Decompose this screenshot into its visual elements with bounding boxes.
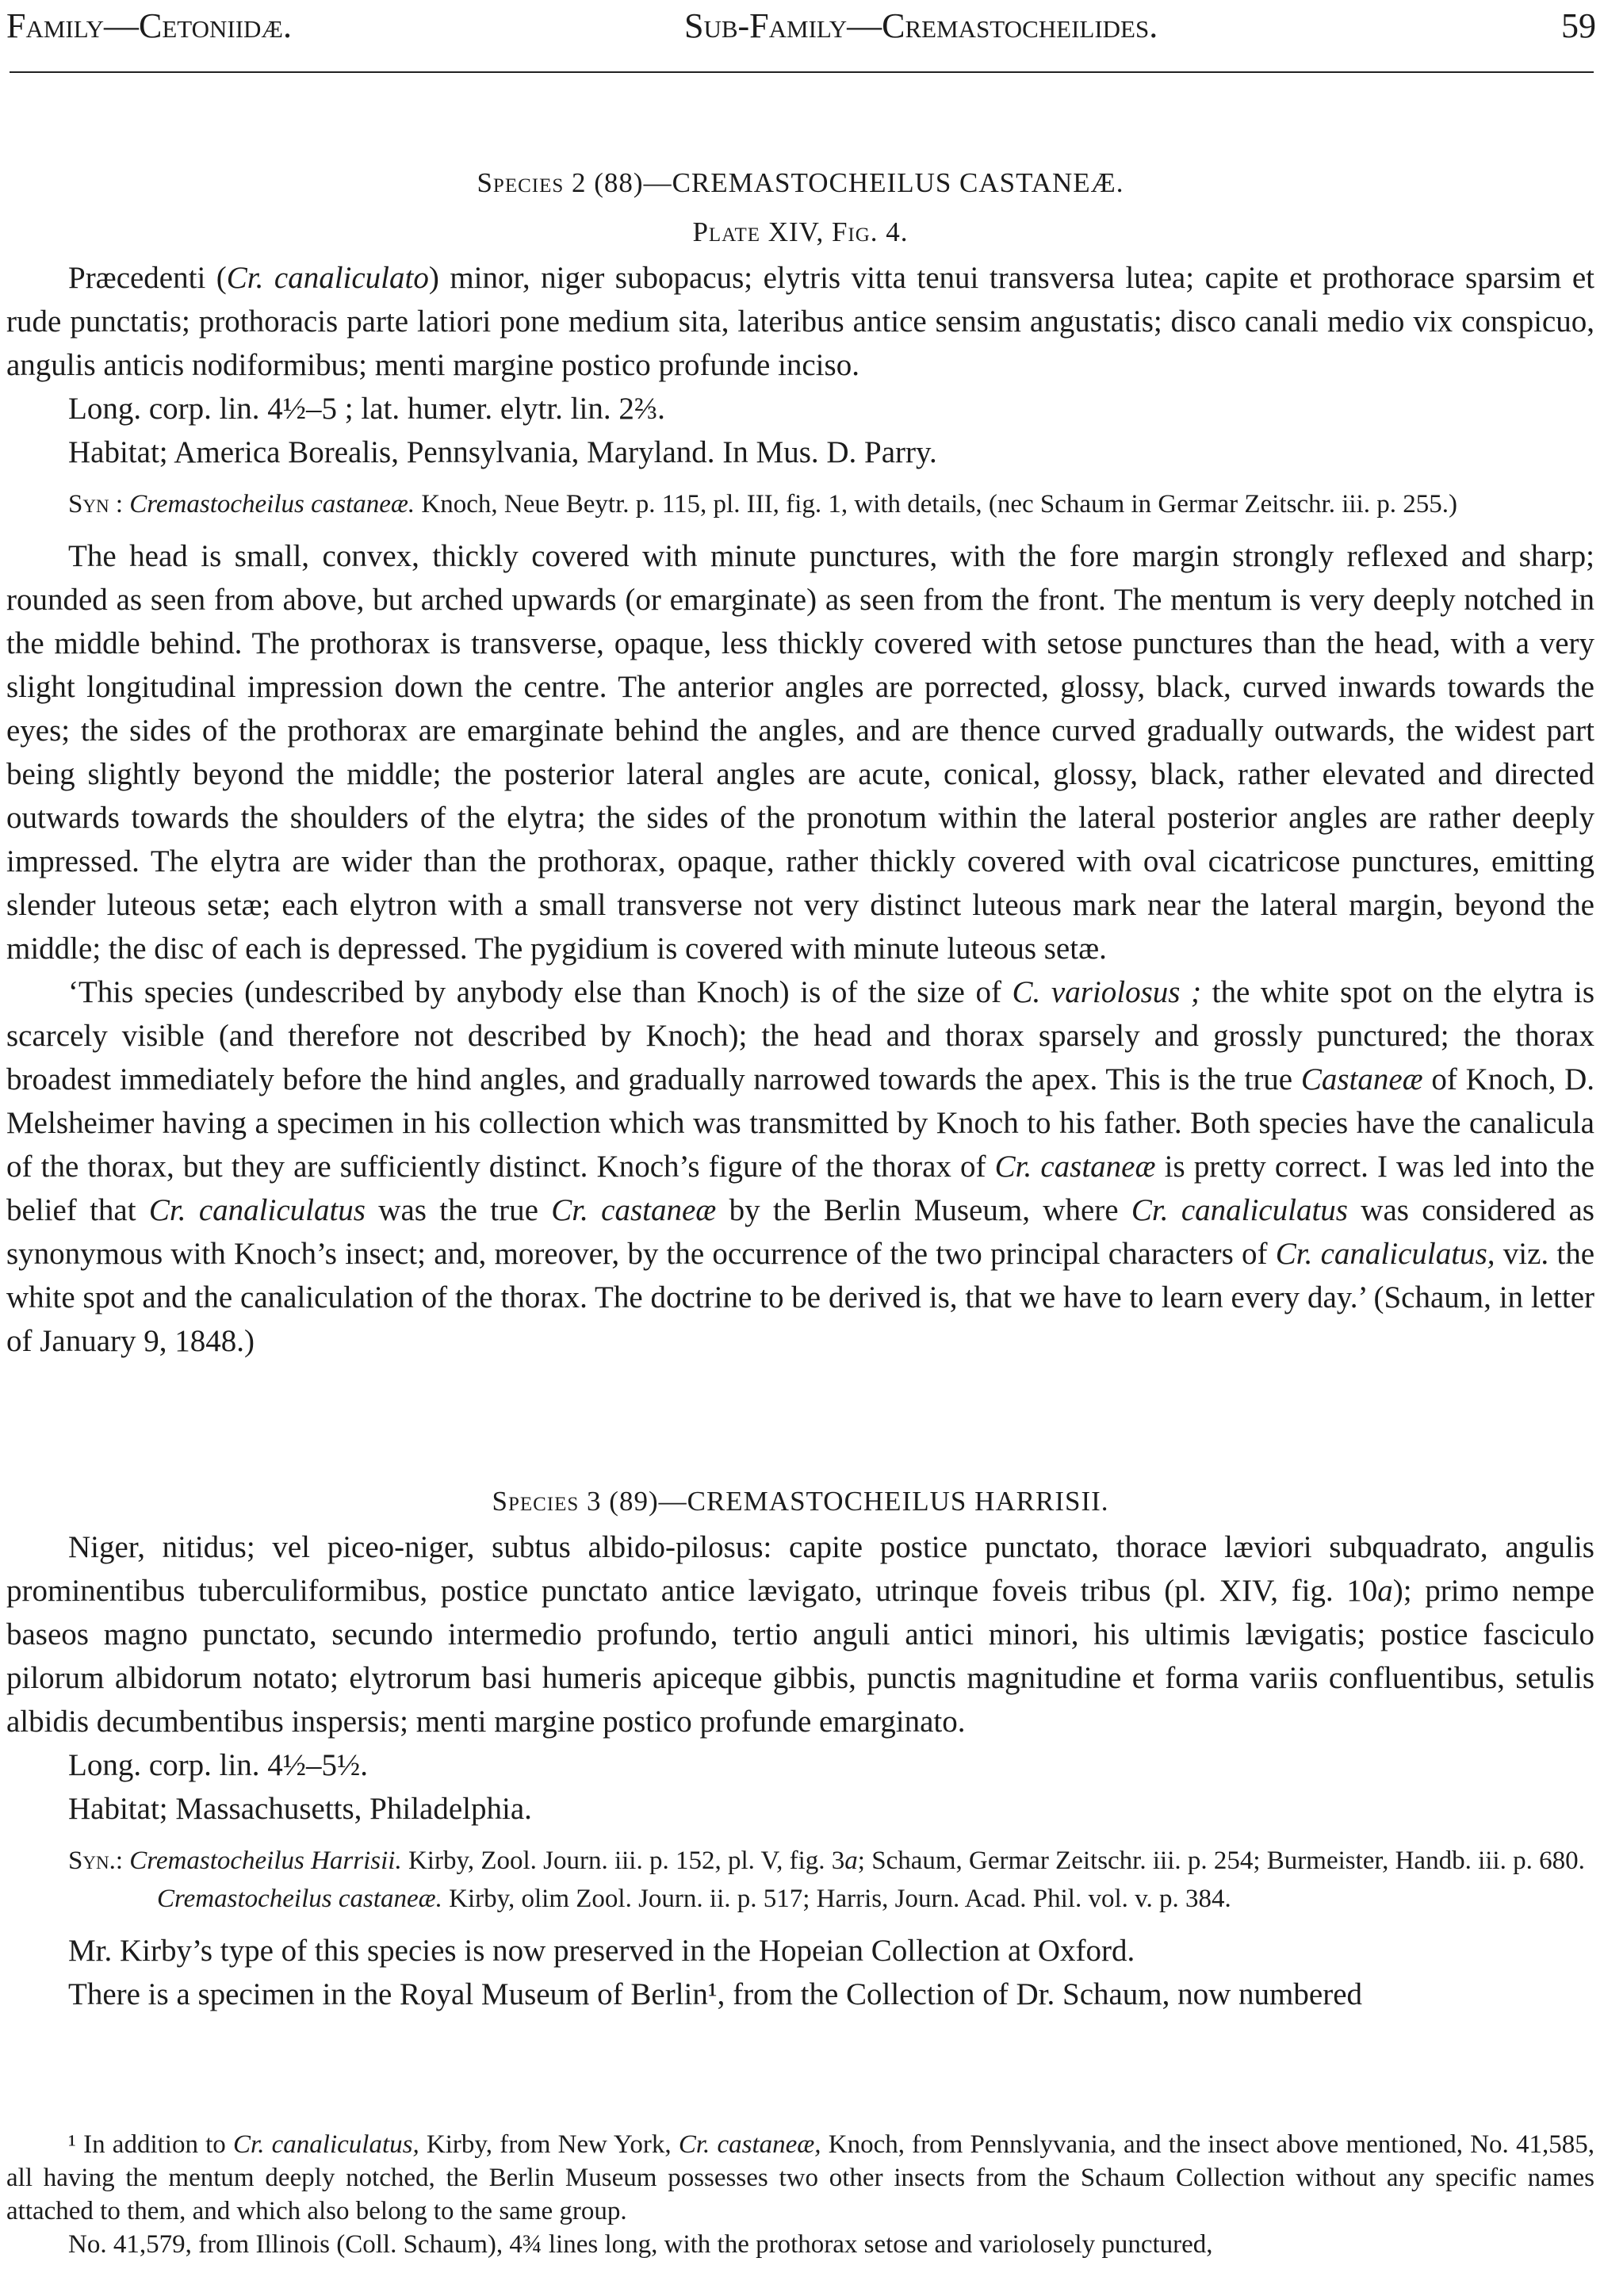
footnote-section: [6, 2128, 1594, 2261]
header-subfamily: Sub-Family—Cremastocheilides.: [684, 6, 1158, 45]
running-head: [6, 3, 1596, 52]
header-rule: [10, 71, 1594, 73]
species3-habitat: Habitat; Massachusetts, Philadelphia.: [68, 1792, 532, 1826]
species2-plate: Plate XIV, Fig. 4.: [692, 216, 909, 247]
page-number: 59: [1561, 6, 1596, 45]
footnote-1-continued: No. 41,579, from Illinois (Coll. Schaum), 4¾ lines long, with the prothorax setose and variolosely punctured,: [68, 2230, 1213, 2259]
footnote-1: ¹ In addition to Cr. canaliculatus, Kirby, from New York, Cr. castaneæ, Knoch, from Pennslyvania, and the insect above mentioned, No. 41,585, all having the mentum deeply notched, the Berlin Museum possesses two other insects from the Schaum Collection without any specific names attached to them, and which also belong to the same group.: [6, 2130, 1594, 2225]
species2-title: Species 2 (88)—CREMASTOCHEILUS CASTANEÆ.: [477, 167, 1124, 198]
species3-length: Long. corp. lin. 4½–5½.: [68, 1748, 369, 1782]
species2-habitat: Habitat; America Borealis, Pennsylvania, Maryland. In Mus. D. Parry.: [68, 435, 937, 469]
species3-type-note: Mr. Kirby’s type of this species is now preserved in the Hopeian Collection at Oxford.: [68, 1934, 1135, 1968]
species3-latin-description: Niger, nitidus; vel piceo-niger, subtus albido-pilosus: capite postice punctato, thorace læviori subquadrato, angulis prominentibus tuberculiformibus, postice punctato antice lævigato, utrinque foveis tribus (pl. XIV, fig. 10a); primo nempe baseos magno punctato, secundo intermedio profundo, tertio anguli antici minori, his ultimis lævigatis; postice fasciculo pilorum albidorum notato; elytrorum basi humeris apiceque gibbis, punctis magnitudine et forma variis confluentibus, setulis albidis decumbentibus inspersis; menti margine postico profunde emarginato.: [6, 1530, 1594, 1739]
species2-latin-description: Præcedenti (Cr. canaliculato) minor, niger subopacus; elytris vitta tenui transversa lutea; capite et prothorace sparsim et rude punctatis; prothoracis parte latiori pone medium sita, lateribus antice sensim angustatis; disco canali medio vix conspicuo, angulis anticis nodiformibus; menti margine postico profunde inciso.: [6, 261, 1594, 382]
species2-schaum-quote: ‘This species (undescribed by anybody else than Knoch) is of the size of C. variolosus ; the white spot on the elytra is scarcely visible (and therefore not described by Knoch); the head and thorax sparsely and grossly punctured; the thorax broadest immediately before the hind angles, and gradually narrowed towards the apex. This is the true Castaneæ of Knoch, D. Melsheimer having a specimen in his collection which was transmitted by Knoch to his father. Both species have the canalicula of the thorax, but they are sufficiently distinct. Knoch’s figure of the thorax of Cr. castaneæ is pretty correct. I was led into the belief that Cr. canaliculatus was the true Cr. castaneæ by the Berlin Museum, where Cr. canaliculatus was considered as synonymous with Knoch’s insect; and, moreover, by the occurrence of the two principal characters of Cr. canaliculatus, viz. the white spot and the canaliculation of the thorax. The doctrine to be derived is, that we have to learn every day.’ (Schaum, in letter of January 9, 1848.): [6, 975, 1595, 1358]
species2-description: The head is small, convex, thickly covered with minute punctures, with the fore margin strongly reflexed and sharp; rounded as seen from above, but arched upwards (or emarginate) as seen from the front. The mentum is very deeply notched in the middle behind. The prothorax is transverse, opaque, less thickly covered with setose punctures than the head, with a very slight longitudinal impression down the centre. The anterior angles are porrected, glossy, black, curved inwards towards the eyes; the sides of the prothorax are emarginate behind the angles, and are thence curved gradually outwards, the widest part being slightly beyond the middle; the posterior lateral angles are acute, conical, glossy, black, rather elevated and directed outwards towards the shoulders of the elytra; the sides of the pronotum within the lateral posterior angles are rather deeply impressed. The elytra are wider than the prothorax, opaque, rather thickly covered with oval cicatricose punctures, emitting slender luteous setæ; each elytron with a small transverse not very distinct luteous mark near the lateral margin, beyond the middle; the disc of each is depressed. The pygidium is covered with minute luteous setæ.: [6, 539, 1594, 966]
species3-section: [6, 1483, 1594, 2016]
species3-title: Species 3 (89)—CREMASTOCHEILUS HARRISII.: [492, 1486, 1109, 1517]
species2-length: Long. corp. lin. 4½–5 ; lat. humer. elytr. lin. 2⅔.: [68, 392, 665, 426]
species3-synonymy-castaneae: Cremastocheilus castaneæ. Kirby, olim Zool. Journ. ii. p. 517; Harris, Journ. Acad. Phil. vol. v. p. 384.: [157, 1885, 1231, 1913]
species2-synonymy: Syn : Cremastocheilus castaneæ. Knoch, Neue Beytr. p. 115, pl. III, fig. 1, with details, (nec Schaum in Germar Zeitschr. iii. p. 255.): [68, 490, 1457, 519]
header-family: Family—Cetoniidæ.: [6, 6, 292, 45]
species3-berlin-note: There is a specimen in the Royal Museum of Berlin¹, from the Collection of Dr. Schaum, now numbered: [68, 1977, 1363, 2011]
species2-section: [6, 164, 1594, 1363]
species3-synonymy: Syn.: Cremastocheilus Harrisii. Kirby, Zool. Journ. iii. p. 152, pl. V, fig. 3a; Schaum, Germar Zeitschr. iii. p. 254; Burmeister, Handb. iii. p. 680.: [68, 1846, 1585, 1875]
